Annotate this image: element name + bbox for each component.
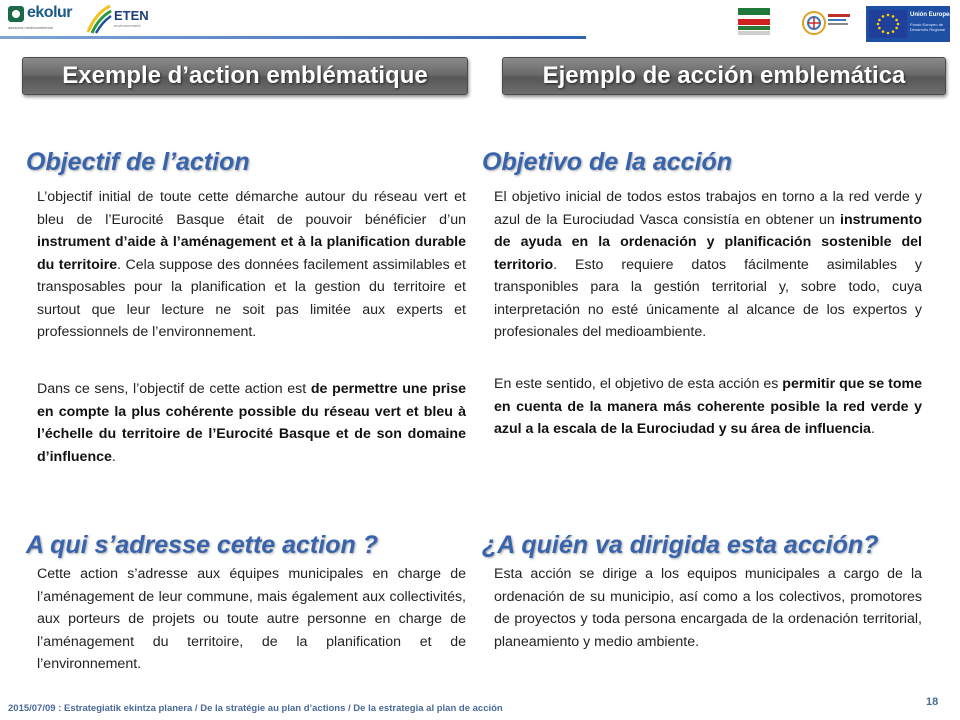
header-rule <box>0 36 586 39</box>
objective-paragraph-1-fr <box>37 186 466 344</box>
regional-government-logo-icon <box>736 6 772 38</box>
bold-text-run: instrumento de ayuda en la ordenación y planificación sostenible del territorio <box>494 211 922 273</box>
eu-logo-subtitle: Fondo Europeo de Desarrollo Regional <box>910 22 946 32</box>
audience-heading-es: ¿A quién va dirigida esta acción? <box>482 531 879 559</box>
eten-logo-tagline: environnement <box>114 23 141 28</box>
audience-heading-fr: A qui s’adresse cette action ? <box>26 531 378 559</box>
text-run: . Cela suppose des données facilement assimilables et transposables pour la planification et la gestion du territoire et surtout que leur lecture ne soit pas limitée aux experts et professionnels de l’environnement. <box>37 256 466 340</box>
banner-es-title: Ejemplo de acción emblemática <box>542 62 906 89</box>
eu-logo-title: Unión Europea <box>910 12 953 18</box>
bold-text-run: instrument d’aide à l’aménagement et à la planification durable du territoire <box>37 234 466 273</box>
eu-logo <box>866 6 953 42</box>
objective-paragraph-2-es <box>494 373 922 441</box>
footer-text: 2015/07/09 : Estrategiatik ekintza planera / De la stratégie au plan d’actions / De la estrategia al plan de acción <box>8 703 503 714</box>
text-run: . Esto requiere datos fácilmente asimilables y transponibles para la gestión territorial y, sobre todo, cuya interpretación no esté únicamente al alcance de los expertos y profesionales del medioambiente. <box>494 256 922 340</box>
bold-text-run: de permettre une prise en compte la plus cohérente possible du réseau vert et bleu à l’échelle du territoire de l’Eurocité Basque et de son domaine d’influence <box>37 381 466 465</box>
page-number: 18 <box>926 696 939 708</box>
text-run: L’objectif initial de toute cette démarche autour du réseau vert et bleu de l’Eurocité Basque était de pouvoir bénéficier d’un <box>37 189 466 228</box>
objective-heading-fr: Objectif de l’action <box>26 148 250 176</box>
text-run: Cette action s’adresse aux équipes municipales en charge de l’aménagement de leur commune, mais également aux collectivités, aux porteurs de projets ou toute autre personne en charge de l’aménagement du territoire, de la planification et de l’environnement. <box>37 566 466 672</box>
ekolur-mark-icon <box>8 6 24 22</box>
eu-flag-icon <box>869 10 907 38</box>
ekolur-logo-name: ekolur <box>27 4 73 21</box>
banner-fr-title: Exemple d’action emblématique <box>62 62 428 89</box>
audience-paragraph-fr <box>37 563 466 676</box>
banner-es <box>502 57 946 95</box>
eurocite-logo-icon <box>800 6 852 40</box>
objective-paragraph-1-es <box>494 186 922 344</box>
text-run: . <box>870 421 875 437</box>
ekolur-logo <box>8 4 78 36</box>
objective-heading-es: Objetivo de la acción <box>482 148 733 176</box>
text-run: En este sentido, el objetivo de esta acción es <box>494 376 783 392</box>
ekolur-logo-tagline: asesoría medioambiental <box>8 25 53 30</box>
audience-paragraph-es <box>494 563 922 653</box>
text-run: . <box>111 448 116 465</box>
text-run: Dans ce sens, l’objectif de cette action est <box>37 381 311 397</box>
text-run: El objetivo inicial de todos estos trabajos en torno a la red verde y azul de la Eurociudad Vasca consistía en obtener un <box>494 189 922 228</box>
text-run: Esta acción se dirige a los equipos municipales a cargo de la ordenación de su municipio, así como a los colectivos, promotores de proyectos y toda persona encargada de la ordenación territorial, planeamiento y medio ambiente. <box>494 566 922 650</box>
eten-logo <box>86 2 149 36</box>
eten-logo-name: ETEN <box>114 8 149 23</box>
banner-fr <box>22 57 468 95</box>
eten-swoosh-icon <box>86 4 112 34</box>
objective-paragraph-2-fr <box>37 378 466 468</box>
bold-text-run: permitir que se tome en cuenta de la manera más coherente posible la red verde y azul a la escala de la Eurociudad y su área de influencia <box>494 376 922 437</box>
